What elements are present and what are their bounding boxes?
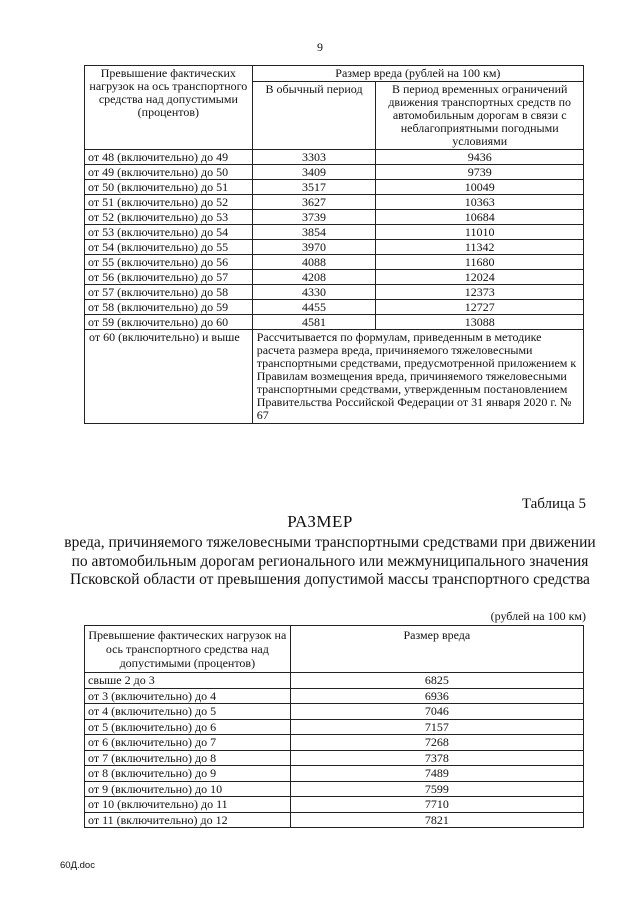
table1-row: [85, 210, 584, 225]
table1-cell-normal: 4455: [252, 300, 376, 315]
table2-cell-range: от 3 (включительно) до 4: [85, 688, 291, 704]
table2-cell-range: от 4 (включительно) до 5: [85, 704, 291, 720]
table5-units: (рублей на 100 км): [490, 609, 586, 623]
table1-row: [85, 300, 584, 315]
table1-header-damage-group: Размер вреда (рублей на 100 км): [252, 66, 583, 82]
table2-cell-value: 7821: [290, 812, 583, 828]
table1-row: [85, 195, 584, 210]
table1-last-row: [85, 330, 584, 424]
table2-row: [85, 781, 584, 797]
table1-header-overload: Превышение фактических нагрузок на ось транспортного средства над допустимыми (процентов): [85, 66, 253, 150]
table2-cell-range: от 10 (включительно) до 11: [85, 797, 291, 813]
table1-cell-restricted: 10363: [376, 195, 584, 210]
table2-cell-value: 7157: [290, 719, 583, 735]
table2-row: [85, 797, 584, 813]
table1-header-normal-period: В обычный период: [252, 82, 376, 150]
table2-row: [85, 688, 584, 704]
table5-heading: РАЗМЕР: [287, 512, 353, 531]
table1-cell-restricted: 9739: [376, 165, 584, 180]
table1-cell-range: от 59 (включительно) до 60: [85, 315, 253, 330]
table1-cell-range: от 58 (включительно) до 59: [85, 300, 253, 315]
table1-cell-range: от 56 (включительно) до 57: [85, 270, 253, 285]
table2-row: [85, 673, 584, 689]
table1-body: [85, 150, 584, 330]
table1-cell-restricted: 11010: [376, 225, 584, 240]
table1-cell-range: от 54 (включительно) до 55: [85, 240, 253, 255]
table2-cell-value: 7710: [290, 797, 583, 813]
table2-cell-range: от 5 (включительно) до 6: [85, 719, 291, 735]
table1-cell-range: от 55 (включительно) до 56: [85, 255, 253, 270]
table1-row: [85, 180, 584, 195]
table1-cell-restricted: 10684: [376, 210, 584, 225]
table1-cell-restricted: 12373: [376, 285, 584, 300]
page-number: 9: [317, 40, 323, 54]
table2-header-damage: Размер вреда: [290, 626, 583, 673]
table2-cell-value: 6936: [290, 688, 583, 704]
table1-cell-range: от 53 (включительно) до 54: [85, 225, 253, 240]
table5-label: Таблица 5: [521, 496, 586, 512]
table1-cell-normal: 3517: [252, 180, 376, 195]
table1-cell-normal: 3627: [252, 195, 376, 210]
table1-row: [85, 225, 584, 240]
table1-cell-restricted: 12727: [376, 300, 584, 315]
table1-cell-range: от 50 (включительно) до 51: [85, 180, 253, 195]
table1-cell-range: от 52 (включительно) до 53: [85, 210, 253, 225]
table2-row: [85, 812, 584, 828]
table2-cell-value: 7378: [290, 750, 583, 766]
table1-cell-normal: 3303: [252, 150, 376, 165]
table1-last-row-range: от 60 (включительно) и выше: [85, 330, 253, 424]
table5-subheading: вреда, причиняемого тяжеловесными транспортными средствами при движении по автомобильным дорогам регионального или межмуниципального значения Псковской области от превышения допустимой массы транспортного средства: [64, 534, 596, 588]
table1-cell-normal: 4581: [252, 315, 376, 330]
table2-row: [85, 735, 584, 751]
table1-cell-normal: 3970: [252, 240, 376, 255]
table1-cell-restricted: 11680: [376, 255, 584, 270]
table1-row: [85, 315, 584, 330]
table1-row: [85, 285, 584, 300]
table1-cell-range: от 49 (включительно) до 50: [85, 165, 253, 180]
table2-row: [85, 704, 584, 720]
table2-row: [85, 750, 584, 766]
table1-cell-restricted: 12024: [376, 270, 584, 285]
table2-cell-value: 7489: [290, 766, 583, 782]
table1-cell-normal: 4330: [252, 285, 376, 300]
table1-cell-restricted: 9436: [376, 150, 584, 165]
table1-cell-normal: 4088: [252, 255, 376, 270]
table2-cell-value: 7046: [290, 704, 583, 720]
table2-cell-range: от 9 (включительно) до 10: [85, 781, 291, 797]
table1-row: [85, 150, 584, 165]
table1-header-restricted-period: В период временных ограничений движения транспортных средств по автомобильным дорогам в связи с неблагоприятными погодными условиями: [376, 82, 584, 150]
table2-cell-range: от 11 (включительно) до 12: [85, 812, 291, 828]
table1-row: [85, 270, 584, 285]
table1-cell-range: от 48 (включительно) до 49: [85, 150, 253, 165]
damage-table-axle-load: [84, 65, 584, 424]
table2-cell-range: свыше 2 до 3: [85, 673, 291, 689]
table2-row: [85, 766, 584, 782]
table1-cell-restricted: 11342: [376, 240, 584, 255]
table1-cell-normal: 4208: [252, 270, 376, 285]
table1-row: [85, 240, 584, 255]
table2-cell-value: 6825: [290, 673, 583, 689]
table2-cell-value: 7599: [290, 781, 583, 797]
footer-filename: 60Д.doc: [60, 860, 95, 871]
table1-cell-restricted: 13088: [376, 315, 584, 330]
table2-row: [85, 719, 584, 735]
table2-cell-range: от 7 (включительно) до 8: [85, 750, 291, 766]
table1-cell-range: от 57 (включительно) до 58: [85, 285, 253, 300]
table1-last-row-note: Рассчитывается по формулам, приведенным в методике расчета размера вреда, причиняемого тяжеловесными транспортными средствами, предусмотренной приложением к Правилам возмещения вреда, причиняемого тяжеловесными транспортными средствами, утвержденным постановлением Правительства Российской Федерации от 31 января 2020 г. № 67: [252, 330, 583, 424]
table1-cell-restricted: 10049: [376, 180, 584, 195]
table2-cell-range: от 8 (включительно) до 9: [85, 766, 291, 782]
table1-row: [85, 165, 584, 180]
damage-table-mass: [84, 625, 584, 828]
table1-cell-range: от 51 (включительно) до 52: [85, 195, 253, 210]
table2-cell-value: 7268: [290, 735, 583, 751]
table1-cell-normal: 3854: [252, 225, 376, 240]
table1-row: [85, 255, 584, 270]
table1-cell-normal: 3739: [252, 210, 376, 225]
table2-cell-range: от 6 (включительно) до 7: [85, 735, 291, 751]
table2-header-overload: Превышение фактических нагрузок на ось транспортного средства над допустимыми (процентов): [85, 626, 291, 673]
table1-cell-normal: 3409: [252, 165, 376, 180]
table2-body: [85, 673, 584, 828]
